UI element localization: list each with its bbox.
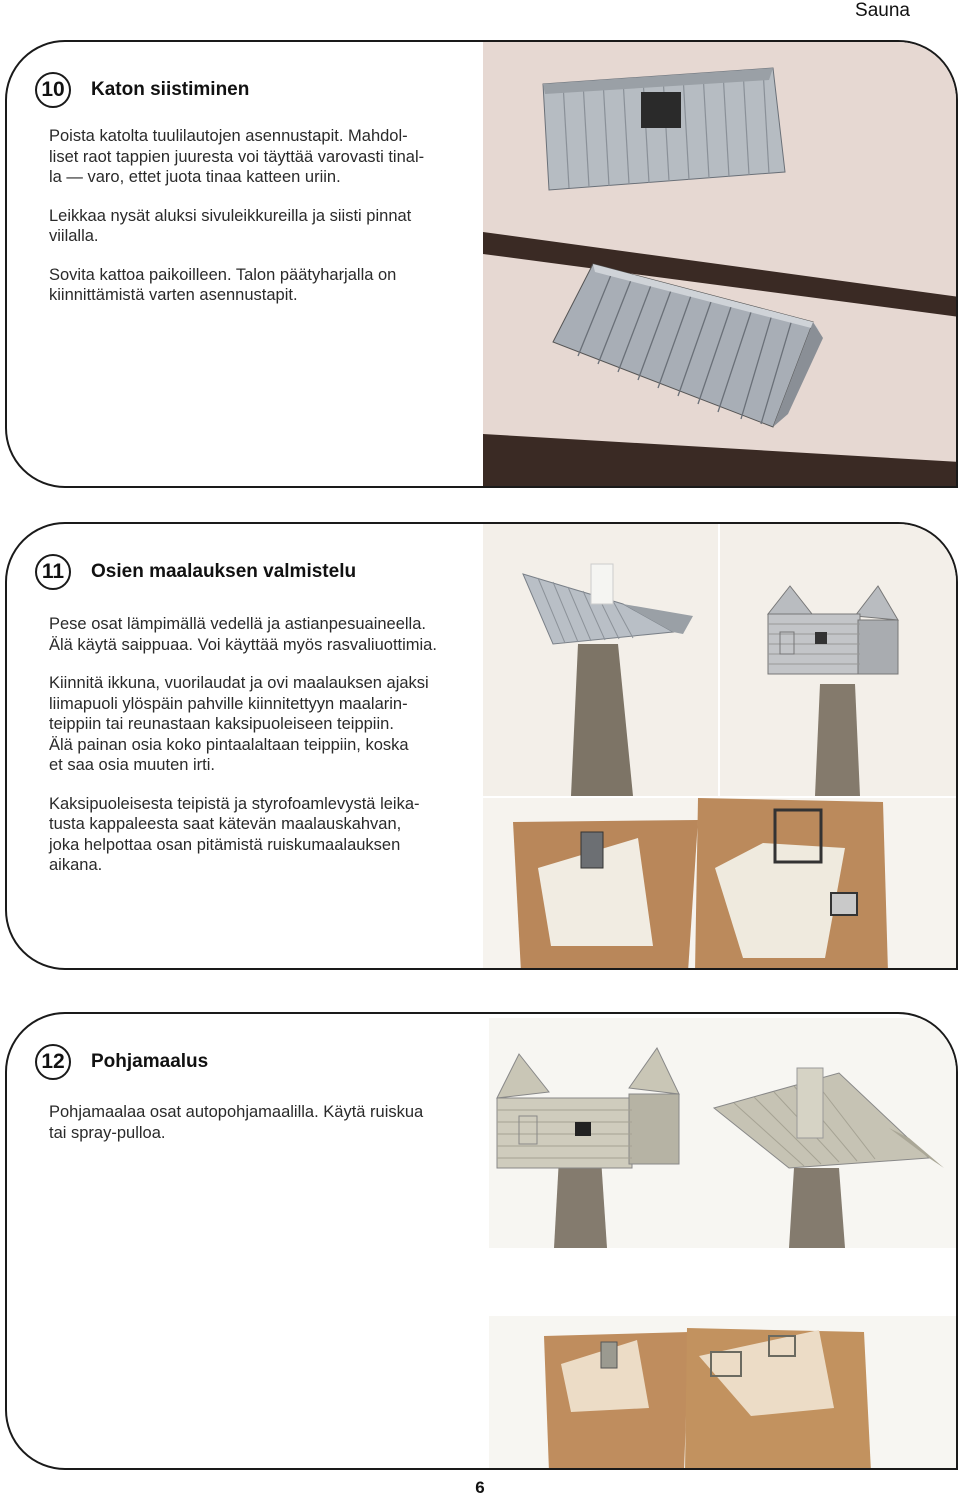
step-11-paragraph-1: Pese osat lämpimällä vedellä ja astianpesuaineella. Älä käytä saippuaa. Voi käyttää myös rasvaliuottimia. [49,615,437,654]
step-12-number-badge: 12 [35,1044,71,1080]
step-10-photo [483,42,958,488]
step-11-paragraph-3: Kaksipuoleisesta teipistä ja styrofoamlevystä leika- tusta kappaleesta saat kätevän maalauskahvan, joka helpottaa osan pitämistä ruiskumaalauksen aikana. [49,794,420,874]
page-number: 6 [475,1478,485,1497]
step-10-paragraph-2: Leikkaa nysät aluksi sivuleikkureilla ja siisti pinnat viilalla. [49,206,412,245]
step-12-paragraph-1: Pohjamaalaa osat autopohjamaalilla. Käytä ruiskua tai spray-pulloa. [49,1103,424,1142]
step-12-photo-primed-house-and-roof [489,1018,958,1248]
step-11-number-badge: 11 [35,554,71,590]
step-12-heading [35,1044,208,1080]
step-11-paragraph-2: Kiinnitä ikkuna, vuorilaudat ja ovi maalauksen ajaksi liimapuoli ylöspäin pahville kiinnitettyyn maalarin- teippiin tai reunastaan kaksipuoleiseen teippiin. Älä painan osia koko pintaalaltaan teippiin, koska et saa osia muuten irti. [49,674,429,774]
step-11-title: Osien maalauksen valmistelu [91,561,357,582]
step-11-heading [35,554,356,590]
step-10-heading [35,72,249,108]
step-12-panel [5,1012,958,1470]
page-header-title: Sauna [855,0,910,21]
step-10-text [49,126,469,324]
step-10-title: Katon siistiminen [91,79,250,100]
step-10-paragraph-3: Sovita kattoa paikoilleen. Talon päätyharjalla on kiinnittämistä varten asennustapit. [49,265,397,304]
step-11-photo-roof-on-stand [483,524,718,796]
step-11-text [49,614,469,894]
step-10-paragraph-1: Poista katolta tuulilautojen asennustapit. Mahdol- liset raot tappien juuresta voi täyttää varovasti tinal- la — varo, ettet juota tinaa katteen uriin. [49,127,425,186]
step-12-text [49,1102,469,1161]
step-11-panel [5,522,958,970]
step-11-photo-house-on-stand [720,524,958,796]
step-11-photo-parts-on-cardboard [483,798,958,970]
step-12-photo-primed-parts-on-cardboard [489,1316,958,1470]
step-10-number-badge: 10 [35,72,71,108]
step-10-panel [5,40,958,488]
step-12-title: Pohjamaalus [91,1051,209,1072]
